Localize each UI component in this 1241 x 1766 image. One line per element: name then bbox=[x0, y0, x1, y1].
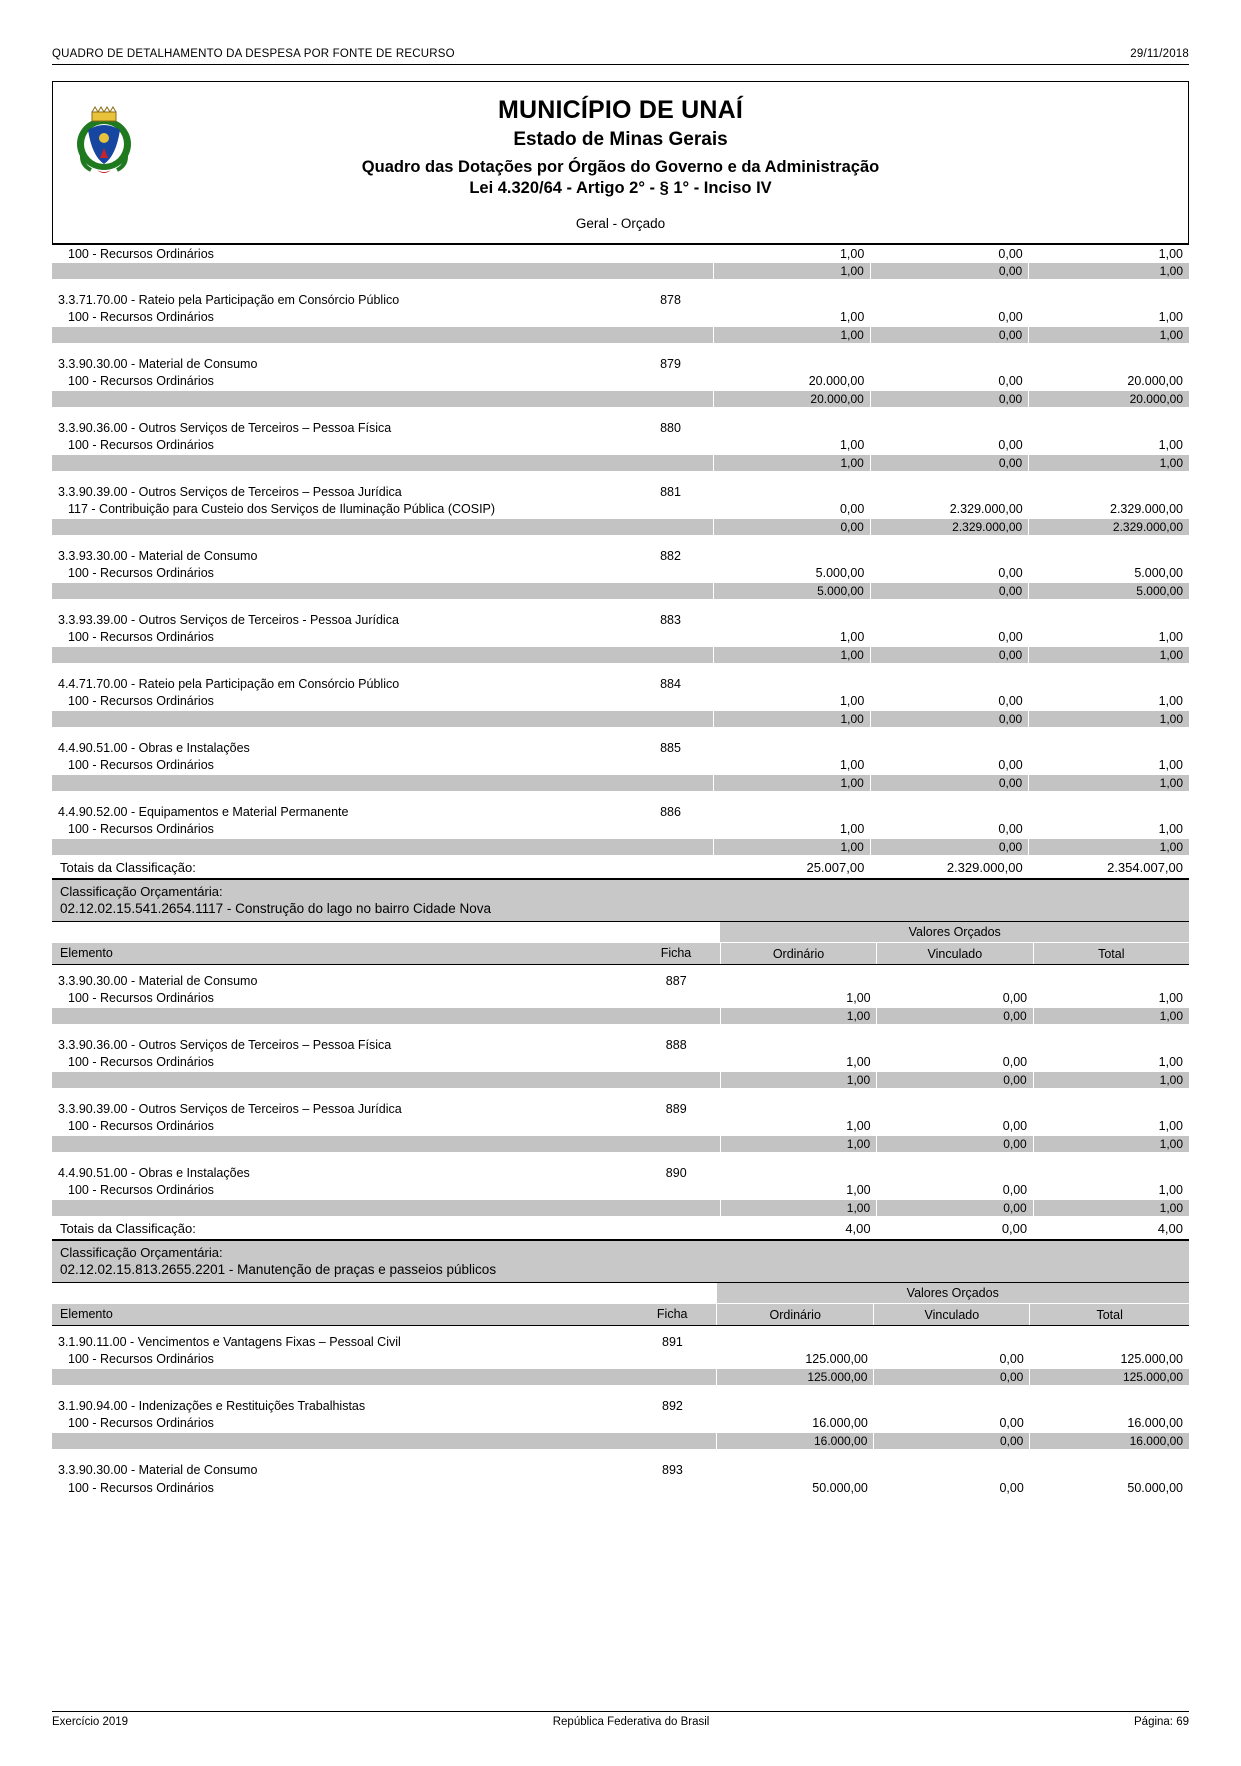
elemento-label: 4.4.90.51.00 - Obras e Instalações bbox=[58, 740, 250, 755]
table-row bbox=[52, 373, 1189, 391]
fonte-label: 100 - Recursos Ordinários bbox=[68, 694, 214, 709]
ficha-cell: 882 bbox=[660, 548, 681, 563]
table-row bbox=[52, 309, 1189, 327]
row-gap bbox=[52, 472, 1189, 483]
elemento-label: 4.4.90.51.00 - Obras e Instalações bbox=[58, 1165, 250, 1180]
table-row bbox=[52, 547, 1189, 565]
table-row bbox=[52, 419, 1189, 437]
ordinario-cell: 20.000,00 bbox=[808, 374, 865, 389]
subtotal-row bbox=[52, 1433, 1189, 1450]
ficha-cell: 887 bbox=[665, 973, 687, 988]
subtotal-row bbox=[52, 327, 1189, 344]
total-cell: 1,00 bbox=[1158, 758, 1183, 773]
elemento-label: 3.3.90.39.00 - Outros Serviços de Terceiros – Pessoa Jurídica bbox=[58, 484, 402, 499]
subtotal-ordinario: 1,00 bbox=[714, 455, 870, 472]
subtotal-spacer-ficha bbox=[627, 263, 714, 280]
subtotal-ordinario: 125.000,00 bbox=[717, 1369, 874, 1386]
total-cell: 1,00 bbox=[1158, 822, 1183, 837]
col-total: Total bbox=[1030, 1304, 1189, 1326]
table-row bbox=[52, 1333, 1189, 1351]
table-row bbox=[52, 1415, 1189, 1433]
footer-country: República Federativa do Brasil bbox=[552, 1716, 710, 1728]
vinculado-cell: 0,00 bbox=[998, 630, 1023, 645]
row-gap bbox=[52, 344, 1189, 355]
valores-orcados-header: Valores Orçados bbox=[720, 922, 1189, 943]
ficha-cell: 880 bbox=[660, 420, 681, 435]
table-row bbox=[52, 693, 1189, 711]
subtotal-vinculado: 0,00 bbox=[870, 711, 1028, 728]
total-cell: 1,00 bbox=[1158, 991, 1183, 1006]
table-row bbox=[52, 355, 1189, 373]
totals-label: Totais da Classificação: bbox=[52, 1217, 632, 1240]
fonte-label: 100 - Recursos Ordinários bbox=[52, 245, 627, 263]
subtotal-ordinario: 1,00 bbox=[714, 775, 870, 792]
vinculado-cell: 0,00 bbox=[999, 1416, 1024, 1431]
valores-orcados-header: Valores Orçados bbox=[717, 1283, 1189, 1304]
subtotal-total: 1,00 bbox=[1033, 1008, 1189, 1025]
table-row bbox=[52, 1054, 1189, 1072]
subtotal-row bbox=[52, 1072, 1189, 1089]
table-row bbox=[52, 611, 1189, 629]
total-cell: 1,00 bbox=[1158, 1055, 1183, 1070]
subtotal-ordinario: 1,00 bbox=[720, 1136, 876, 1153]
subtotal-total: 16.000,00 bbox=[1030, 1433, 1189, 1450]
table-row bbox=[52, 757, 1189, 775]
ficha-cell: 888 bbox=[665, 1037, 687, 1052]
subtotal-row bbox=[52, 1200, 1189, 1217]
row-gap bbox=[52, 280, 1189, 291]
fonte-label: 100 - Recursos Ordinários bbox=[68, 1480, 214, 1495]
fonte-label: 100 - Recursos Ordinários bbox=[68, 758, 214, 773]
totals-row bbox=[52, 856, 1189, 879]
vinculado-cell: 0,00 bbox=[998, 566, 1023, 581]
fonte-label: 100 - Recursos Ordinários bbox=[68, 1352, 214, 1367]
row-gap bbox=[52, 1153, 1189, 1164]
subtotal-row bbox=[52, 647, 1189, 664]
classification-label: Classificação Orçamentária: bbox=[60, 1245, 223, 1260]
totals-ordinario: 4,00 bbox=[720, 1217, 876, 1240]
ficha-cell: 889 bbox=[665, 1101, 687, 1116]
total-cell: 50.000,00 bbox=[1127, 1480, 1183, 1495]
vinculado-cell: 0,00 bbox=[1002, 1183, 1028, 1198]
subtotal-ordinario: 1,00 bbox=[714, 327, 870, 344]
table-row bbox=[52, 1118, 1189, 1136]
subtotal-ordinario: 1,00 bbox=[714, 263, 870, 280]
ordinario-cell: 1,00 bbox=[839, 630, 865, 645]
elemento-label: 3.3.90.36.00 - Outros Serviços de Terceiros – Pessoa Física bbox=[58, 1037, 392, 1052]
subtotal-row bbox=[52, 1369, 1189, 1386]
totals-ordinario: 25.007,00 bbox=[714, 856, 870, 879]
total-cell: 1,00 bbox=[1158, 310, 1183, 325]
table-section-b bbox=[52, 922, 1189, 1240]
state-name: Estado de Minas Gerais bbox=[513, 129, 728, 150]
subtotal-ordinario: 1,00 bbox=[720, 1200, 876, 1217]
total-cell: 2.329.000,00 bbox=[1110, 502, 1183, 517]
total-cell: 1,00 bbox=[1158, 1119, 1183, 1134]
elemento-label: 3.3.93.30.00 - Material de Consumo bbox=[58, 548, 258, 563]
vinculado-cell: 0,00 bbox=[870, 245, 1028, 263]
elemento-label: 3.1.90.11.00 - Vencimentos e Vantagens Fixas – Pessoal Civil bbox=[58, 1334, 401, 1349]
row-gap bbox=[52, 965, 1189, 972]
subtotal-total: 1,00 bbox=[1029, 711, 1189, 728]
table-row bbox=[52, 291, 1189, 309]
table-row bbox=[52, 629, 1189, 647]
vinculado-cell: 0,00 bbox=[1002, 991, 1028, 1006]
vinculado-cell: 0,00 bbox=[999, 1480, 1024, 1495]
vinculado-cell: 0,00 bbox=[998, 438, 1023, 453]
report-scope: Geral - Orçado bbox=[575, 216, 666, 231]
subtotal-row bbox=[52, 775, 1189, 792]
ordinario-cell: 16.000,00 bbox=[812, 1416, 868, 1431]
municipality-name: MUNICÍPIO DE UNAÍ bbox=[497, 96, 744, 124]
col-ordinario: Ordinário bbox=[717, 1304, 874, 1326]
row-gap bbox=[52, 1450, 1189, 1461]
total-cell: 5.000,00 bbox=[1134, 566, 1183, 581]
subtotal-vinculado: 0,00 bbox=[877, 1008, 1034, 1025]
table-row bbox=[52, 1164, 1189, 1182]
subtotal-vinculado: 0,00 bbox=[870, 647, 1028, 664]
table-row bbox=[52, 1100, 1189, 1118]
fonte-label: 100 - Recursos Ordinários bbox=[68, 822, 214, 837]
subtotal-row bbox=[52, 839, 1189, 856]
subtotal-ordinario: 1,00 bbox=[714, 647, 870, 664]
ordinario-cell: 5.000,00 bbox=[815, 566, 865, 581]
table-row bbox=[52, 821, 1189, 839]
table-row bbox=[52, 739, 1189, 757]
subtotal-total: 1,00 bbox=[1029, 263, 1189, 280]
subtotal-total: 1,00 bbox=[1029, 775, 1189, 792]
table-section-continuation bbox=[52, 244, 1189, 879]
elemento-label: 3.3.90.39.00 - Outros Serviços de Terceiros – Pessoa Jurídica bbox=[58, 1101, 402, 1116]
subtotal-row bbox=[52, 455, 1189, 472]
running-head bbox=[52, 48, 1189, 65]
subtotal-vinculado: 0,00 bbox=[877, 1200, 1034, 1217]
elemento-label: 3.3.90.30.00 - Material de Consumo bbox=[58, 1462, 258, 1477]
subtotal-vinculado: 0,00 bbox=[874, 1433, 1030, 1450]
ficha-cell: 891 bbox=[662, 1334, 683, 1349]
totals-total: 4,00 bbox=[1033, 1217, 1189, 1240]
subtotal-total: 125.000,00 bbox=[1030, 1369, 1189, 1386]
table-row bbox=[52, 972, 1189, 990]
table-row bbox=[52, 1036, 1189, 1054]
legal-reference: Lei 4.320/64 - Artigo 2° - § 1° - Inciso IV bbox=[469, 179, 772, 197]
fonte-label: 100 - Recursos Ordinários bbox=[68, 1416, 214, 1431]
fonte-label: 100 - Recursos Ordinários bbox=[68, 438, 214, 453]
subtotal-total: 1,00 bbox=[1033, 1072, 1189, 1089]
subtotal-vinculado: 0,00 bbox=[877, 1072, 1034, 1089]
fonte-label: 100 - Recursos Ordinários bbox=[68, 991, 214, 1006]
elemento-label: 3.3.93.39.00 - Outros Serviços de Terceiros - Pessoa Jurídica bbox=[58, 612, 399, 627]
row-gap bbox=[52, 1089, 1189, 1100]
fonte-label: 117 - Contribuição para Custeio dos Serviços de Iluminação Pública (COSIP) bbox=[68, 502, 496, 517]
subtotal-vinculado: 0,00 bbox=[870, 327, 1028, 344]
subtotal-total: 1,00 bbox=[1029, 839, 1189, 856]
subtotal-row bbox=[52, 519, 1189, 536]
fonte-label: 100 - Recursos Ordinários bbox=[68, 310, 214, 325]
ordinario-cell: 1,00 bbox=[846, 1119, 871, 1134]
vinculado-cell: 0,00 bbox=[998, 758, 1023, 773]
ficha-cell: 890 bbox=[665, 1165, 687, 1180]
subtotal-row bbox=[52, 583, 1189, 600]
totals-vinculado: 2.329.000,00 bbox=[870, 856, 1028, 879]
total-cell: 1,00 bbox=[1158, 630, 1183, 645]
fonte-label: 100 - Recursos Ordinários bbox=[68, 374, 214, 389]
col-vinculado: Vinculado bbox=[877, 943, 1034, 965]
ordinario-cell: 1,00 bbox=[839, 694, 865, 709]
ficha-cell: 885 bbox=[660, 740, 681, 755]
col-elemento: Elemento bbox=[52, 1304, 628, 1326]
table-row bbox=[52, 565, 1189, 583]
ordinario-cell: 1,00 bbox=[839, 310, 865, 325]
table-row bbox=[52, 1479, 1189, 1497]
fonte-label: 100 - Recursos Ordinários bbox=[68, 1119, 214, 1134]
total-cell: 1,00 bbox=[1158, 1183, 1183, 1198]
fonte-label: 100 - Recursos Ordinários bbox=[68, 1055, 214, 1070]
ficha-cell: 879 bbox=[660, 356, 681, 371]
subtotal-ordinario: 1,00 bbox=[720, 1072, 876, 1089]
subtotal-ordinario: 16.000,00 bbox=[717, 1433, 874, 1450]
table-row bbox=[52, 1351, 1189, 1369]
coat-of-arms-icon bbox=[75, 104, 133, 176]
total-cell: 20.000,00 bbox=[1127, 374, 1183, 389]
elemento-label: 3.3.90.30.00 - Material de Consumo bbox=[58, 356, 258, 371]
row-gap bbox=[52, 408, 1189, 419]
col-total: Total bbox=[1033, 943, 1189, 965]
fonte-label: 100 - Recursos Ordinários bbox=[68, 1183, 214, 1198]
subtotal-ordinario: 1,00 bbox=[714, 839, 870, 856]
totals-label: Totais da Classificação: bbox=[52, 856, 627, 879]
subtotal-ordinario: 1,00 bbox=[720, 1008, 876, 1025]
vinculado-cell: 0,00 bbox=[998, 374, 1023, 389]
column-header-row bbox=[52, 1304, 1189, 1326]
subtotal-total: 2.329.000,00 bbox=[1029, 519, 1189, 536]
subtotal-ordinario: 20.000,00 bbox=[714, 391, 870, 408]
row-gap bbox=[52, 792, 1189, 803]
table-row bbox=[52, 990, 1189, 1008]
subtotal-vinculado: 2.329.000,00 bbox=[870, 519, 1028, 536]
row-gap bbox=[52, 664, 1189, 675]
footer-exercise: Exercício 2019 bbox=[52, 1716, 129, 1728]
col-ficha: Ficha bbox=[628, 1304, 716, 1326]
totals-row bbox=[52, 1217, 1189, 1240]
values-header-row bbox=[52, 1283, 1189, 1304]
ficha-cell: 893 bbox=[662, 1462, 683, 1477]
ficha-cell: 883 bbox=[660, 612, 681, 627]
ficha-cell: 881 bbox=[660, 484, 681, 499]
table-row bbox=[52, 483, 1189, 501]
classification-code: 02.12.02.15.813.2655.2201 - Manutenção de praças e passeios públicos bbox=[60, 1262, 497, 1277]
ordinario-cell: 1,00 bbox=[714, 245, 870, 263]
subtotal-row bbox=[52, 1008, 1189, 1025]
vinculado-cell: 0,00 bbox=[999, 1352, 1024, 1367]
subtotal-vinculado: 0,00 bbox=[870, 391, 1028, 408]
vinculado-cell: 0,00 bbox=[1002, 1055, 1028, 1070]
total-cell: 125.000,00 bbox=[1120, 1352, 1183, 1367]
subtotal-ordinario: 1,00 bbox=[714, 711, 870, 728]
ordinario-cell: 1,00 bbox=[839, 438, 865, 453]
subtotal-row bbox=[52, 263, 1189, 280]
ficha-cell bbox=[627, 245, 714, 263]
classification-code: 02.12.02.15.541.2654.1117 - Construção do lago no bairro Cidade Nova bbox=[60, 901, 492, 916]
col-elemento: Elemento bbox=[52, 943, 632, 965]
totals-vinculado: 0,00 bbox=[877, 1217, 1034, 1240]
title-block bbox=[52, 81, 1189, 244]
ordinario-cell: 1,00 bbox=[846, 1055, 871, 1070]
vinculado-cell: 0,00 bbox=[1002, 1119, 1028, 1134]
subtotal-spacer bbox=[52, 263, 627, 280]
ordinario-cell: 0,00 bbox=[839, 502, 865, 517]
col-vinculado: Vinculado bbox=[874, 1304, 1030, 1326]
vinculado-cell: 0,00 bbox=[998, 822, 1023, 837]
row-gap bbox=[52, 1025, 1189, 1036]
fonte-label: 100 - Recursos Ordinários bbox=[68, 566, 214, 581]
report-subtitle: Quadro das Dotações por Órgãos do Governo e da Administração bbox=[361, 158, 880, 176]
vinculado-cell: 0,00 bbox=[998, 694, 1023, 709]
subtotal-vinculado: 0,00 bbox=[870, 775, 1028, 792]
subtotal-vinculado: 0,00 bbox=[870, 839, 1028, 856]
elemento-label: 3.3.90.30.00 - Material de Consumo bbox=[58, 973, 258, 988]
ordinario-cell: 50.000,00 bbox=[812, 1480, 868, 1495]
page-footer bbox=[52, 1711, 1189, 1728]
column-header-row bbox=[52, 943, 1189, 965]
table-row bbox=[52, 1461, 1189, 1479]
table-row bbox=[52, 803, 1189, 821]
table-row bbox=[52, 1397, 1189, 1415]
ordinario-cell: 1,00 bbox=[839, 822, 865, 837]
ordinario-cell: 1,00 bbox=[846, 991, 871, 1006]
total-cell: 1,00 bbox=[1029, 245, 1189, 263]
ordinario-cell: 1,00 bbox=[839, 758, 865, 773]
row-gap bbox=[52, 600, 1189, 611]
subtotal-total: 1,00 bbox=[1029, 455, 1189, 472]
ficha-cell: 878 bbox=[660, 292, 681, 307]
row-gap bbox=[52, 1326, 1189, 1333]
table-row bbox=[52, 675, 1189, 693]
ficha-cell: 884 bbox=[660, 676, 681, 691]
elemento-label: 3.1.90.94.00 - Indenizações e Restituições Trabalhistas bbox=[58, 1398, 366, 1413]
total-cell: 16.000,00 bbox=[1127, 1416, 1183, 1431]
total-cell: 1,00 bbox=[1158, 438, 1183, 453]
ficha-cell: 886 bbox=[660, 804, 681, 819]
subtotal-row bbox=[52, 391, 1189, 408]
subtotal-vinculado: 0,00 bbox=[874, 1369, 1030, 1386]
col-ficha: Ficha bbox=[632, 943, 720, 965]
subtotal-vinculado: 0,00 bbox=[877, 1136, 1034, 1153]
row-gap bbox=[52, 536, 1189, 547]
footer-page-number: Página: 69 bbox=[1134, 1716, 1189, 1728]
subtotal-ordinario: 0,00 bbox=[714, 519, 870, 536]
subtotal-row bbox=[52, 711, 1189, 728]
col-ordinario: Ordinário bbox=[720, 943, 876, 965]
subtotal-total: 1,00 bbox=[1029, 327, 1189, 344]
ficha-cell: 892 bbox=[662, 1398, 683, 1413]
table-row bbox=[52, 1182, 1189, 1200]
subtotal-vinculado: 0,00 bbox=[870, 455, 1028, 472]
classification-band bbox=[52, 1240, 1189, 1283]
row-gap bbox=[52, 1386, 1189, 1397]
subtotal-total: 5.000,00 bbox=[1029, 583, 1189, 600]
elemento-label: 4.4.90.52.00 - Equipamentos e Material Permanente bbox=[58, 804, 349, 819]
classification-label: Classificação Orçamentária: bbox=[60, 884, 223, 899]
subtotal-total: 1,00 bbox=[1033, 1200, 1189, 1217]
elemento-label: 3.3.90.36.00 - Outros Serviços de Terceiros – Pessoa Física bbox=[58, 420, 392, 435]
subtotal-total: 1,00 bbox=[1033, 1136, 1189, 1153]
elemento-label: 4.4.71.70.00 - Rateio pela Participação em Consórcio Público bbox=[58, 676, 400, 691]
table-row bbox=[52, 501, 1189, 519]
table-row bbox=[52, 245, 1189, 263]
subtotal-vinculado: 0,00 bbox=[870, 583, 1028, 600]
vinculado-cell: 2.329.000,00 bbox=[949, 502, 1023, 517]
table-row bbox=[52, 437, 1189, 455]
subtotal-vinculado: 0,00 bbox=[870, 263, 1028, 280]
values-header-row bbox=[52, 922, 1189, 943]
subtotal-ordinario: 5.000,00 bbox=[714, 583, 870, 600]
elemento-label: 3.3.71.70.00 - Rateio pela Participação em Consórcio Público bbox=[58, 292, 400, 307]
vinculado-cell: 0,00 bbox=[998, 310, 1023, 325]
subtotal-total: 1,00 bbox=[1029, 647, 1189, 664]
fonte-label: 100 - Recursos Ordinários bbox=[68, 630, 214, 645]
ordinario-cell: 125.000,00 bbox=[805, 1352, 868, 1367]
subtotal-total: 20.000,00 bbox=[1029, 391, 1189, 408]
running-head-date: 29/11/2018 bbox=[1130, 48, 1189, 60]
totals-total: 2.354.007,00 bbox=[1029, 856, 1189, 879]
row-gap bbox=[52, 728, 1189, 739]
running-head-title: QUADRO DE DETALHAMENTO DA DESPESA POR FONTE DE RECURSO bbox=[52, 48, 455, 60]
classification-band bbox=[52, 879, 1189, 922]
table-section-c bbox=[52, 1283, 1189, 1497]
subtotal-row bbox=[52, 1136, 1189, 1153]
ordinario-cell: 1,00 bbox=[846, 1183, 871, 1198]
total-cell: 1,00 bbox=[1158, 694, 1183, 709]
